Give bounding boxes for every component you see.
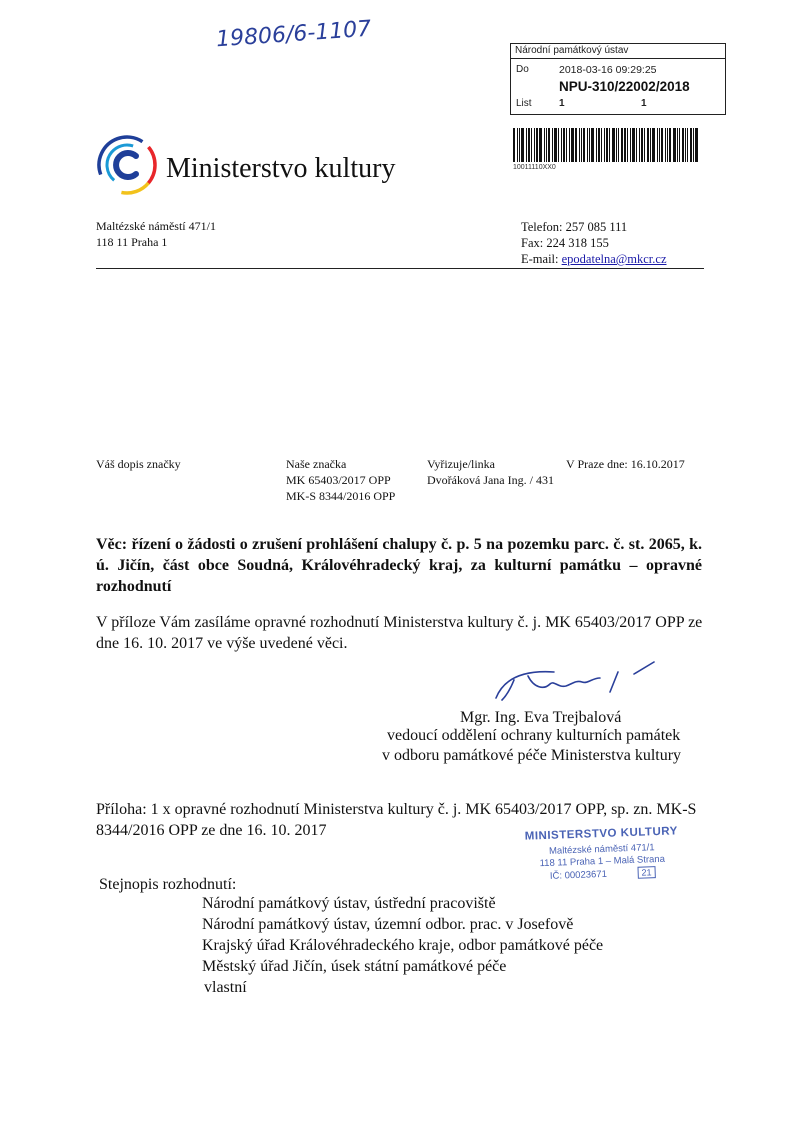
registry-do-label: Do xyxy=(516,64,529,75)
handwritten-note: 19806/6-1107 xyxy=(215,16,373,53)
email-label: E-mail: xyxy=(521,252,562,266)
barcode-bar xyxy=(693,128,694,162)
our-ref-1: MK 65403/2017 OPP xyxy=(286,473,391,487)
barcode-bar xyxy=(621,128,623,162)
place-date: V Praze dne: 16.10.2017 xyxy=(566,457,685,471)
registry-institution: Národní památkový ústav xyxy=(515,45,629,56)
barcode-bar xyxy=(561,128,562,162)
barcode-bar xyxy=(526,128,527,162)
our-ref-2: MK-S 8344/2016 OPP xyxy=(286,489,396,503)
barcode-bar xyxy=(661,128,663,162)
barcode-bar xyxy=(544,128,545,162)
phone: Telefon: 257 085 111 xyxy=(521,220,628,234)
barcode-bar xyxy=(571,128,574,162)
barcode-bar xyxy=(581,128,582,162)
barcode-bar xyxy=(528,128,530,162)
barcode-bar xyxy=(531,128,532,162)
barcode-bar xyxy=(647,128,649,162)
barcode-bar xyxy=(575,128,577,162)
barcode-bar xyxy=(517,128,518,162)
barcode-bar xyxy=(641,128,643,162)
barcode-bar xyxy=(591,128,594,162)
contact-block xyxy=(521,219,667,267)
list-item: vlastní xyxy=(204,979,247,996)
list-item: Městský úřad Jičín, úsek státní památkové péče xyxy=(202,958,507,975)
barcode-bar xyxy=(687,128,688,162)
attachment: Příloha: 1 x opravné rozhodnutí Ministerstva kultury č. j. MK 65403/2017 OPP, sp. zn. MK-S 8344/2016 OPP ze dne 16. 10. 2017 xyxy=(96,801,697,839)
barcode-bar xyxy=(534,128,535,162)
signatory-title-2: v odboru památkové péče Ministerstva kultury xyxy=(382,747,682,764)
barcode-bar xyxy=(657,128,658,162)
barcode-bar xyxy=(546,128,547,162)
barcode-bar xyxy=(513,128,515,162)
email-line xyxy=(521,251,667,267)
barcode-bar xyxy=(587,128,588,162)
barcode xyxy=(513,128,723,162)
ministry-logo-icon xyxy=(96,134,158,196)
barcode-bar xyxy=(690,128,692,162)
office-stamp-line: Maltézské náměstí 471/1 xyxy=(548,842,655,857)
registry-list-value-2: 1 xyxy=(641,98,647,109)
our-ref-label: Naše značka xyxy=(286,457,347,471)
barcode-bar xyxy=(639,128,640,162)
barcode-bar xyxy=(616,128,617,162)
copies-list xyxy=(202,893,603,998)
barcode-bar xyxy=(536,128,538,162)
barcode-bar xyxy=(579,128,580,162)
office-stamp-line: 118 11 Praha 1 – Malá Strana xyxy=(539,853,666,870)
barcode-bar xyxy=(636,128,637,162)
barcode-bar xyxy=(558,128,559,162)
registry-list-label: List xyxy=(516,98,532,109)
barcode-bar xyxy=(677,128,678,162)
list-item: Národní památkový ústav, ústřední pracoviště xyxy=(202,895,496,912)
header-rule xyxy=(96,268,704,269)
barcode-bar xyxy=(519,128,520,162)
barcode-bar xyxy=(673,128,676,162)
barcode-bar xyxy=(682,128,684,162)
barcode-bar xyxy=(630,128,631,162)
barcode-bar xyxy=(604,128,605,162)
registry-list-value-1: 1 xyxy=(559,98,565,109)
barcode-bar xyxy=(563,128,565,162)
ministry-name: Ministerstvo kultury xyxy=(166,153,396,184)
sender-address xyxy=(96,218,216,250)
barcode-bar xyxy=(667,128,668,162)
barcode-bar xyxy=(554,128,557,162)
barcode-bar xyxy=(652,128,655,162)
office-stamp xyxy=(511,825,693,883)
barcode-bar xyxy=(589,128,590,162)
list-item: Krajský úřad Královéhradeckého kraje, odbor památkové péče xyxy=(202,937,604,954)
barcode-text: 10011110XX0 xyxy=(513,164,556,171)
barcode-bar xyxy=(679,128,680,162)
barcode-bar xyxy=(548,128,550,162)
handwritten-signature xyxy=(484,658,664,708)
barcode-bar xyxy=(632,128,635,162)
handler: Dvořáková Jana Ing. / 431 xyxy=(427,473,554,487)
barcode-bar xyxy=(669,128,671,162)
barcode-bar xyxy=(695,128,698,162)
registry-reference: NPU-310/22002/2018 xyxy=(559,79,690,94)
barcode-bar xyxy=(685,128,686,162)
list-item: Národní památkový ústav, územní odbor. prac. v Josefově xyxy=(202,916,574,933)
office-stamp-line: MINISTERSTVO KULTURY xyxy=(524,825,679,843)
barcode-bar xyxy=(665,128,666,162)
barcode-bar xyxy=(583,128,585,162)
barcode-bar xyxy=(609,128,610,162)
barcode-bar xyxy=(644,128,645,162)
barcode-bar xyxy=(606,128,608,162)
subject: Věc: řízení o žádosti o zrušení prohlášení chalupy č. p. 5 na pozemku parc. č. st. 2065, k. ú. Jičín, část obce Soudná, Královéhradecký kraj, za kulturní památku – opravné rozhodnutí xyxy=(96,536,702,595)
barcode-bar xyxy=(659,128,660,162)
signatory-name: Mgr. Ing. Eva Trejbalová xyxy=(460,709,622,726)
our-ref-block xyxy=(286,456,395,504)
barcode-bar xyxy=(566,128,567,162)
handler-label: Vyřizuje/linka xyxy=(427,457,495,471)
fax: Fax: 224 318 155 xyxy=(521,236,609,250)
office-stamp-box: 21 xyxy=(637,866,655,879)
address-line: 118 11 Praha 1 xyxy=(96,235,168,249)
email-link[interactable]: epodatelna@mkcr.cz xyxy=(561,252,667,266)
barcode-bar xyxy=(627,128,628,162)
registry-datetime: 2018-03-16 09:29:25 xyxy=(559,64,657,76)
barcode-bar xyxy=(598,128,600,162)
barcode-bar xyxy=(601,128,602,162)
copies-label: Stejnopis rozhodnutí: xyxy=(99,876,237,893)
address-line: Maltézské náměstí 471/1 xyxy=(96,219,216,233)
signatory-title-1: vedoucí oddělení ochrany kulturních památek xyxy=(387,727,681,744)
stamp-divider xyxy=(511,58,725,59)
barcode-bar xyxy=(539,128,542,162)
barcode-bar xyxy=(612,128,615,162)
barcode-bar xyxy=(618,128,619,162)
office-stamp-line: IČ: 00023671 xyxy=(549,868,608,882)
handler-block xyxy=(427,456,554,488)
barcode-bar xyxy=(521,128,524,162)
barcode-bar xyxy=(596,128,597,162)
barcode-bar xyxy=(552,128,553,162)
barcode-bar xyxy=(569,128,570,162)
your-ref-label: Váš dopis značky xyxy=(96,457,181,471)
barcode-bar xyxy=(624,128,626,162)
registry-stamp xyxy=(510,43,726,115)
barcode-bar xyxy=(650,128,651,162)
body-text: V příloze Vám zasíláme opravné rozhodnutí Ministerstva kultury č. j. MK 65403/2017 OPP ze dne 16. 10. 2017 ve výše uvedené věci. xyxy=(96,614,703,652)
